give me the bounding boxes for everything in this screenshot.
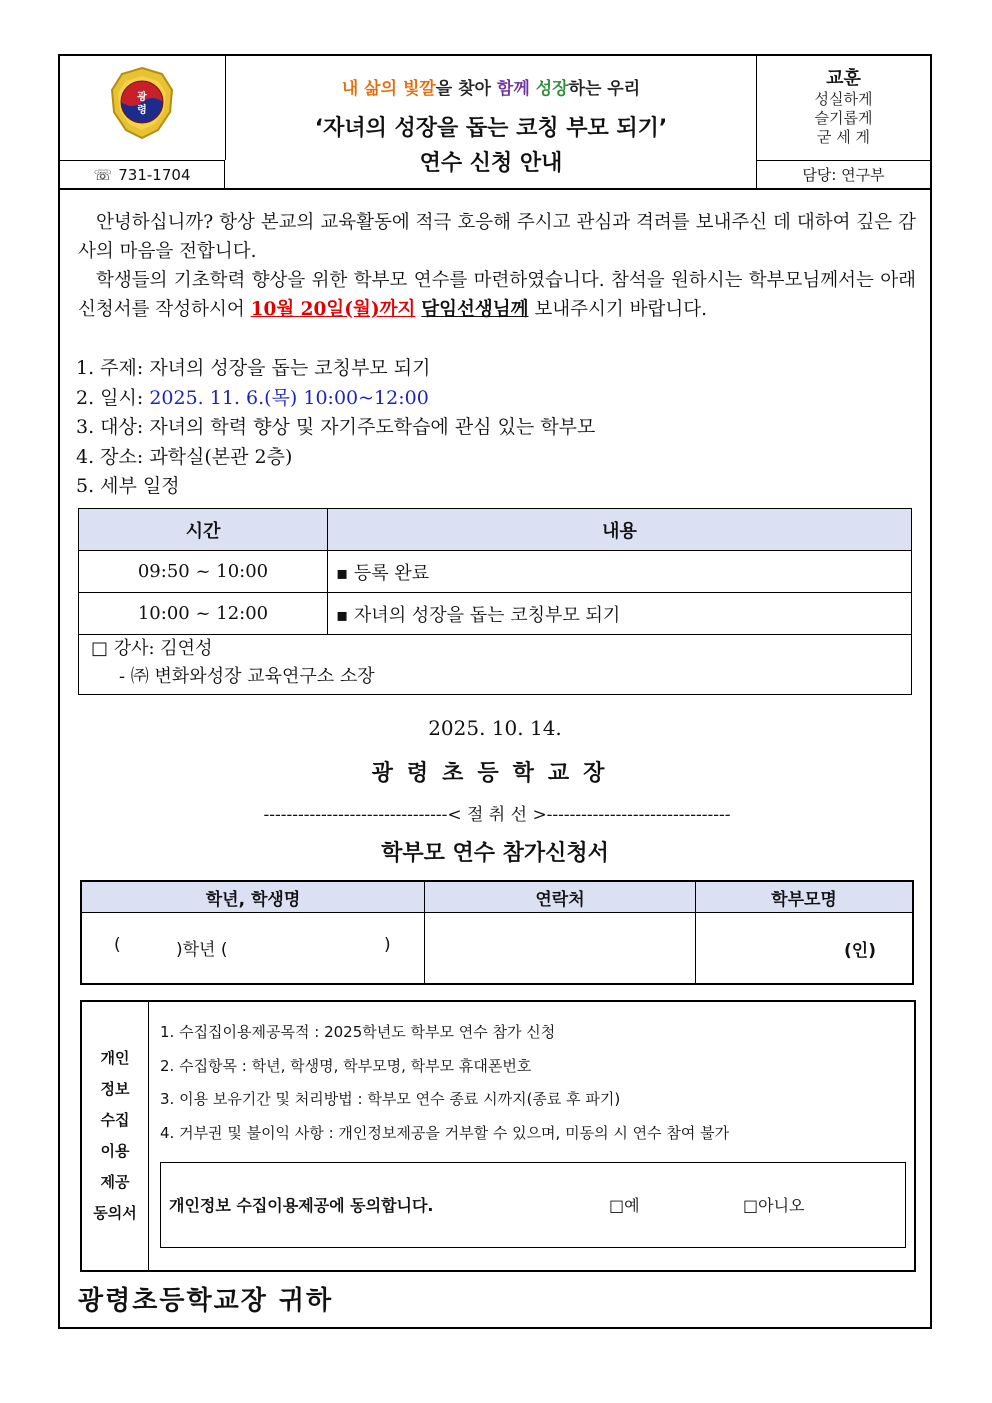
schedule-content: ▪ 등록 완료 — [328, 551, 912, 593]
deadline: 10월 20일(월)까지 — [250, 299, 416, 320]
slogan-part: 하는 우리 — [568, 79, 641, 99]
closing-addressee: 광령초등학교장 귀하 — [78, 1286, 334, 1316]
issue-date: 2025. 10. 14. — [428, 716, 562, 740]
parent-field[interactable] — [696, 913, 914, 985]
grade-open: ( — [114, 935, 121, 955]
consent-label-line: 제공 — [100, 1173, 130, 1191]
schedule-col-time: 시간 — [79, 509, 328, 551]
col-contact: 연락처 — [425, 881, 696, 913]
cut-line: --------------------------------< 절 취 선 >-------------------------------- — [263, 805, 731, 825]
motto-line: 슬기롭게 — [814, 109, 873, 127]
consent-item: 1. 수집집이용제공목적 : 2025학년도 학부모 연수 참가 신청 — [160, 1023, 556, 1041]
detail-datetime — [76, 384, 595, 414]
consent-label-line: 수집 — [100, 1111, 130, 1129]
table-row — [79, 551, 912, 593]
slogan — [226, 74, 756, 99]
consent-items — [160, 1016, 729, 1150]
request-paragraph — [78, 266, 916, 324]
document-title: ‘자녀의 성장을 돕는 코칭 부모 되기’ — [314, 116, 668, 141]
slogan-part: 성장 — [535, 79, 569, 99]
svg-text:광: 광 — [137, 92, 147, 103]
consent-item: 2. 수집항목 : 학년, 학생명, 학부모명, 학부모 휴대폰번호 — [160, 1056, 532, 1075]
application-header-row — [81, 881, 913, 913]
motto-line: 굳 세 게 — [816, 128, 870, 146]
student-field[interactable] — [81, 913, 425, 985]
schedule-time: 10:00 ~ 12:00 — [79, 593, 328, 635]
consent-label-line: 정보 — [100, 1080, 130, 1098]
consent-agreement-box — [160, 1162, 906, 1248]
consent-item: 3. 이용 보유기간 및 처리방법 : 학부모 연수 종료 시까지(종료 후 파기) — [160, 1090, 621, 1108]
agree-yes-checkbox[interactable]: □예 — [609, 1196, 640, 1215]
document-subtitle: 연수 신청 안내 — [419, 151, 563, 176]
detail-target: 3. 대상: 자녀의 학력 향상 및 자기주도학습에 관심 있는 학부모 — [76, 416, 596, 438]
phone-number: 731-1704 — [118, 165, 191, 184]
application-title: 학부모 연수 참가신청서 — [381, 840, 609, 866]
col-parent: 학부모명 — [696, 881, 914, 913]
principal-name: 광령초등학교장 — [371, 760, 619, 786]
motto-cell — [757, 56, 930, 160]
grade-label: )학년 ( — [176, 940, 228, 960]
svg-text:령: 령 — [137, 105, 147, 116]
motto-heading: 교훈 — [826, 68, 861, 89]
schedule-col-content: 내용 — [328, 509, 912, 551]
consent-label — [82, 1002, 149, 1270]
consent-item: 4. 거부권 및 불이익 사항 : 개인정보제공을 거부할 수 있으며, 미동의 시 연수 참여 불가 — [160, 1123, 730, 1142]
seal-mark: (인) — [844, 940, 876, 961]
agree-statement: 개인정보 수집이용제공에 동의합니다. — [169, 1196, 434, 1215]
slogan-part: 함께 — [496, 79, 530, 99]
detail-topic: 1. 주제: 자녀의 성장을 돕는 코칭부모 되기 — [76, 357, 431, 379]
name-close: ) — [384, 935, 391, 955]
contact-field[interactable] — [425, 913, 696, 985]
logo-cell — [60, 56, 226, 160]
table-row — [79, 593, 912, 635]
agree-no-checkbox[interactable]: □아니오 — [743, 1196, 805, 1215]
schedule-content: ▪ 자녀의 성장을 돕는 코칭부모 되기 — [328, 593, 912, 635]
detail-location: 4. 장소: 과학실(본관 2층) — [76, 445, 293, 468]
lecturer-affiliation: - ㈜ 변화와성장 교육연구소 소장 — [119, 666, 375, 687]
consent-label-line: 동의서 — [93, 1204, 137, 1222]
consent-label-line: 이용 — [100, 1142, 130, 1160]
recipient: 담임선생님께 — [421, 299, 529, 320]
department-cell: 담당: 연구부 — [757, 160, 930, 188]
header — [60, 56, 930, 190]
consent-label-line: 개인 — [100, 1049, 130, 1067]
document-page — [58, 54, 932, 1329]
request-text: 학생들의 기초학력 향상을 위한 학부모 연수를 마련하였습니다. 참석을 원하시는 학부모님께서는 아래 신청서를 작성하시어 — [78, 270, 916, 320]
schedule-table — [78, 508, 912, 635]
school-emblem-logo — [60, 56, 225, 160]
application-input-row — [81, 913, 913, 985]
detail-schedule-heading: 5. 세부 일정 — [76, 475, 180, 497]
motto-line: 성실하게 — [814, 90, 873, 108]
slogan-part: 을 찾아 — [435, 79, 497, 99]
detail-datetime-value: 2025. 11. 6.(목) 10:00~12:00 — [149, 386, 429, 409]
details-list — [76, 354, 595, 502]
schedule-header-row — [79, 509, 912, 551]
phone-icon: ☏ — [93, 165, 113, 184]
consent-section — [80, 1000, 916, 1272]
slogan-part: 내 삶의 빛깔 — [341, 79, 436, 99]
lecturer-box — [78, 631, 912, 695]
detail-datetime-label: 2. 일시: — [76, 386, 150, 409]
intro-paragraph: 안녕하십니까? 항상 본교의 교육활동에 적극 호응해 주시고 관심과 격려를 보내주신 데 대하여 깊은 감사의 마음을 전합니다. — [78, 212, 916, 262]
request-text-end: 보내주시기 바랍니다. — [528, 299, 708, 320]
phone-cell — [60, 160, 225, 188]
application-table — [80, 880, 914, 985]
lecturer-name: □ 강사: 김연성 — [91, 638, 213, 659]
title-cell — [226, 56, 757, 188]
col-student: 학년, 학생명 — [81, 881, 425, 913]
schedule-time: 09:50 ~ 10:00 — [79, 551, 328, 593]
